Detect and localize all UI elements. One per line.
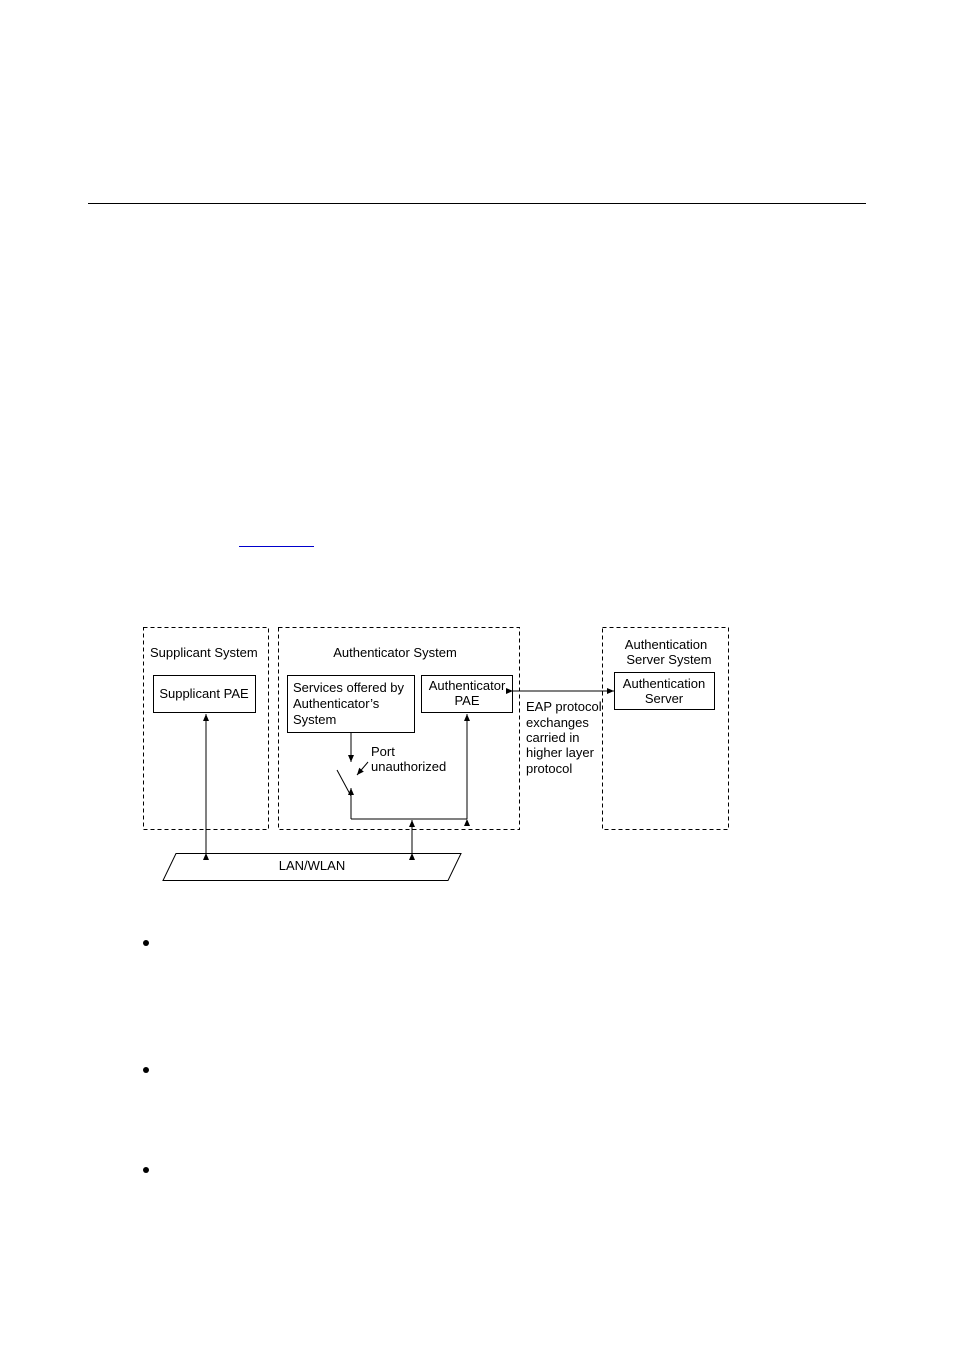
auth-server-label-line1: Authentication bbox=[622, 676, 706, 691]
authenticator-pae-label-line1: Authenticator bbox=[428, 678, 506, 693]
list-bullet-1 bbox=[143, 940, 149, 946]
port-label-line1: Port bbox=[371, 744, 395, 759]
supplicant-system-label: Supplicant System bbox=[150, 645, 258, 660]
eap-label-line4: higher layer bbox=[526, 745, 594, 760]
port-label-line2: unauthorized bbox=[371, 759, 447, 774]
services-label-line1: Services offered by bbox=[293, 680, 405, 695]
eap-label-line3: carried in bbox=[526, 730, 580, 745]
authenticator-system-label: Authenticator System bbox=[333, 645, 457, 660]
list-bullet-3 bbox=[143, 1167, 149, 1173]
supplicant-pae-label: Supplicant PAE bbox=[159, 686, 249, 701]
port-switch bbox=[337, 770, 351, 796]
eap-label-line2: exchanges bbox=[526, 715, 589, 730]
eap-label-line1: EAP protocol bbox=[526, 699, 602, 714]
services-label-line3: System bbox=[293, 712, 337, 727]
services-label-line2: Authenticator’s bbox=[293, 696, 380, 711]
lan-wlan-label: LAN/WLAN bbox=[278, 858, 346, 873]
authenticator-pae-label-line2: PAE bbox=[454, 693, 480, 708]
auth-server-label-line2: Server bbox=[644, 691, 684, 706]
auth-server-system-label-line2: Server System bbox=[626, 652, 712, 667]
port-pointer-arrow bbox=[357, 762, 368, 775]
list-bullet-2 bbox=[143, 1067, 149, 1073]
eap-label-line5: protocol bbox=[526, 761, 573, 776]
auth-server-system-label-line1: Authentication bbox=[624, 637, 708, 652]
